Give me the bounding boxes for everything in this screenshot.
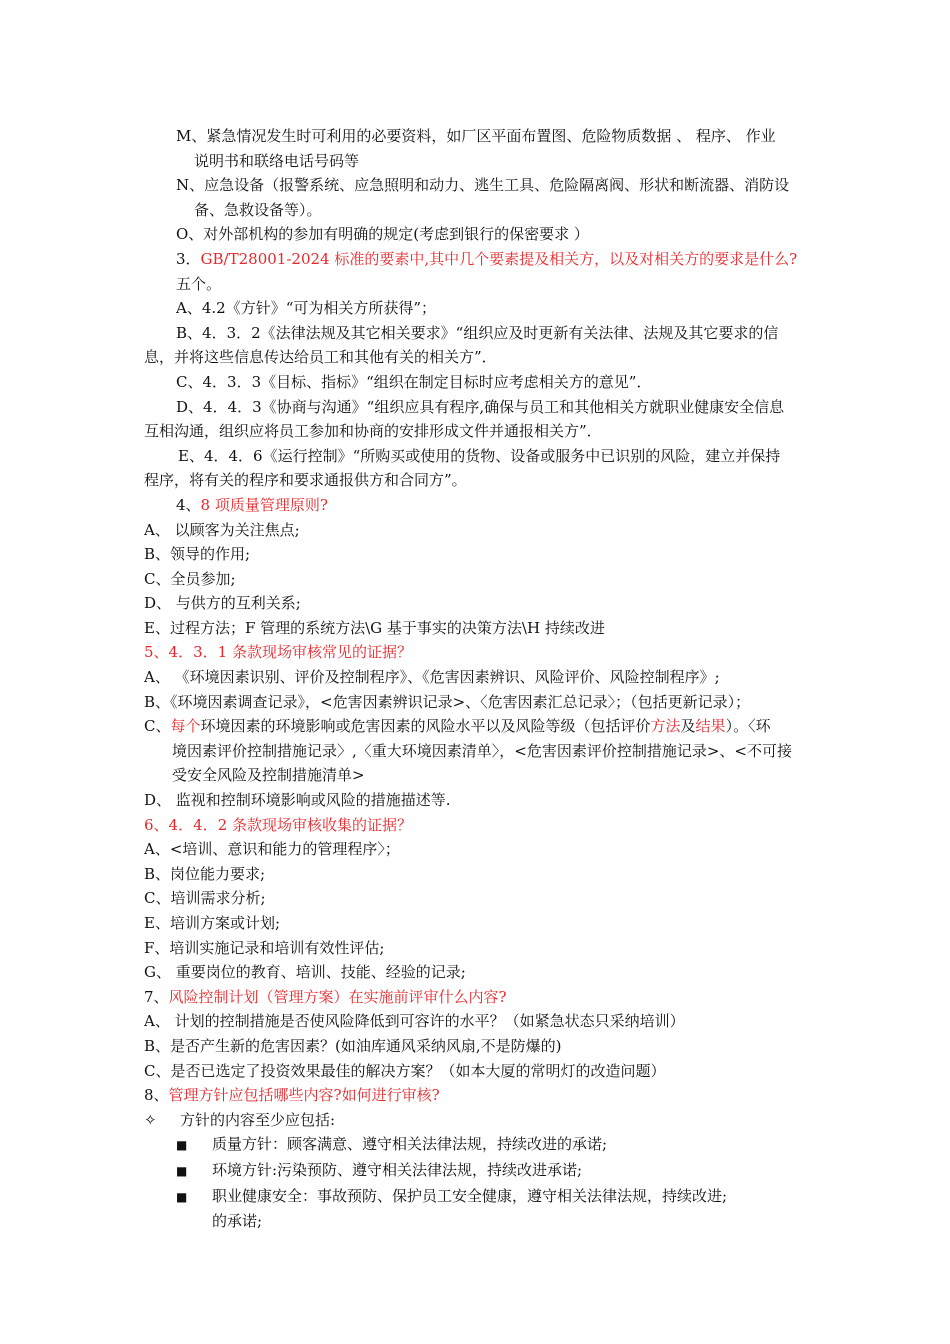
answer-5-c-line1 [144,717,771,735]
square-item-3-line2: 的承诺; [212,1212,263,1231]
answer-7-b: B、是否产生新的危害因素？(如油库通风采纳风扇,不是防爆的) [144,1036,562,1055]
answer-5-c-highlight-2: 方法 [650,717,681,736]
square-item-2 [0,1158,950,1184]
answer-3-d-line1: D、4．4．3《协商与沟通》“组织应具有程序,确保与员工和其他相关方就职业健康安全信息 [176,397,785,416]
bullet-item [0,1108,950,1133]
answer-5-c-line3: 受安全风险及控制措施清单> [172,766,365,785]
question-4-text: 8 项质量管理原则? [200,495,328,514]
answer-4-c: C、全员参加; [144,569,236,588]
square-bullet-icon: ■ [176,1189,188,1204]
answer-5-c [0,714,950,788]
question-6: 6、4．4．2 条款现场审核收集的证据？ [144,815,412,834]
answer-7-c: C、是否已选定了投资效果最佳的解决方案？（如本大厦的常明灯的改造问题） [144,1061,666,1080]
answer-6-f: F、培训实施记录和培训有效性评估; [144,938,385,957]
square-item-1-text: 质量方针：顾客满意、遵守相关法律法规，持续改进的承诺; [212,1135,608,1154]
answer-3-a: A、4.2《方针》“可为相关方所获得”； [176,299,437,318]
square-item-1 [0,1132,950,1158]
question-8-number: 8、 [144,1086,169,1105]
square-item-2-text: 环境方针:污染预防、遵守相关法律法规，持续改进承诺; [212,1160,583,1179]
answer-4-d: D、 与供方的互利关系; [144,594,301,613]
answer-3-c: C、4．3．3《目标、指标》“组织在制定目标时应考虑相关方的意见”． [176,372,652,391]
answer-5-b: B、《环境因素调查记录》，<危害因素辨识记录>、〈危害因素汇总记录〉；（包括更新记录）； [144,692,751,711]
answer-3-b-line2: 息，并将这些信息传达给员工和其他有关的相关方”． [144,348,497,367]
question-4-number: 4、 [176,495,201,514]
item-n-line2: 备、急救设备等）。 [194,200,322,219]
item-m [0,124,950,173]
question-3-number: 3． [176,249,201,268]
answer-5-c-highlight-1: 每个 [170,717,201,736]
question-8 [0,1083,950,1108]
answer-5-c-line2: 境因素评价控制措施记录〉,〈重大环境因素清单〉，<危害因素评价控制措施记录>、<不可接 [172,741,792,760]
answer-3-e-line1: E、4．4．6《运行控制》“所购买或使用的货物、设备或服务中已识别的风险，建立并保持 [178,446,781,465]
square-item-3-line1: 职业健康安全：事故预防、保护员工安全健康，遵守相关法律法规，持续改进; [212,1186,728,1205]
item-m-line1: M、紧急情况发生时可利用的必要资料，如厂区平面布置图、危险物质数据 、 程序、 作业 [176,127,776,145]
question-7-number: 7、 [144,987,169,1006]
answer-7-a: A、 计划的控制措施是否使风险降低到可容许的水平？（如紧急状态只采纳培训） [144,1012,685,1031]
item-o: O、对外部机构的参加有明确的规定(考虑到银行的保密要求 ） [176,225,589,244]
bullet-item-text: 方针的内容至少应包括: [180,1110,336,1129]
answer-3-d [0,395,950,444]
answer-3-e [0,444,950,493]
item-n [0,173,950,222]
answer-5-c-text-1: 环境因素的环境影响或危害因素的风险水平以及风险等级（包括评价 [200,717,651,736]
answer-5-c-text-2: 及 [680,717,696,736]
square-bullet-icon: ■ [176,1163,188,1178]
diamond-bullet-icon: ✧ [144,1110,157,1129]
answer-5-c-text-3: ）。〈环 [725,717,771,736]
item-m-line2: 说明书和联络电话号码等 [194,151,360,170]
answer-5-d: D、 监视和控制环境影响或风险的措施描述等. [144,791,451,810]
answer-3-b [0,321,950,370]
answer-6-a: A、<培训、意识和能力的管理程序〉； [144,840,400,859]
question-3-text: GB/T28001-2024 标准的要素中,其中几个要素提及相关方，以及对相关方的要求是什么? [200,249,798,268]
answer-5-c-prefix: C、 [144,717,171,736]
question-3-answer: 五个。 [176,274,222,293]
answer-3-d-line2: 互相沟通，组织应将员工参加和协商的安排形成文件并通报相关方”． [144,422,602,441]
answer-6-g: G、 重要岗位的教育、培训、技能、经验的记录; [144,963,466,982]
answer-3-e-line2: 程序，将有关的程序和要求通报供方和合同方”。 [144,471,467,490]
square-item-3 [0,1184,950,1234]
question-8-text: 管理方针应包括哪些内容?如何进行审核? [168,1086,440,1105]
answer-6-c: C、培训需求分析; [144,889,266,908]
document-body [0,124,950,1234]
answer-6-b: B、岗位能力要求; [144,864,266,883]
question-3 [0,247,950,272]
answer-4-e: E、过程方法；F 管理的系统方法\G 基于事实的决策方法\H 持续改进 [144,618,605,637]
question-4 [0,493,950,518]
answer-5-a: A、 《环境因素识别、评价及控制程序》、《危害因素辨识、风险评价、风险控制程序》; [144,668,720,687]
answer-6-e: E、培训方案或计划; [144,914,281,932]
answer-4-a: A、 以顾客为关注焦点; [144,520,300,539]
answer-3-b-line1: B、4．3．2《法律法规及其它相关要求》“组织应及时更新有关法律、法规及其它要求的信 [176,323,779,342]
item-n-line1: N、应急设备（报警系统、应急照明和动力、逃生工具、危险隔离阀、形状和断流器、消防设 [176,176,790,195]
question-7 [0,985,950,1010]
question-7-text: 风险控制计划（管理方案）在实施前评审什么内容? [168,987,507,1006]
question-5: 5、4．3．1 条款现场审核常见的证据？ [144,643,412,662]
answer-4-b: B、领导的作用; [144,545,251,564]
square-bullet-icon: ■ [176,1138,188,1153]
answer-5-c-highlight-3: 结果 [695,717,726,736]
